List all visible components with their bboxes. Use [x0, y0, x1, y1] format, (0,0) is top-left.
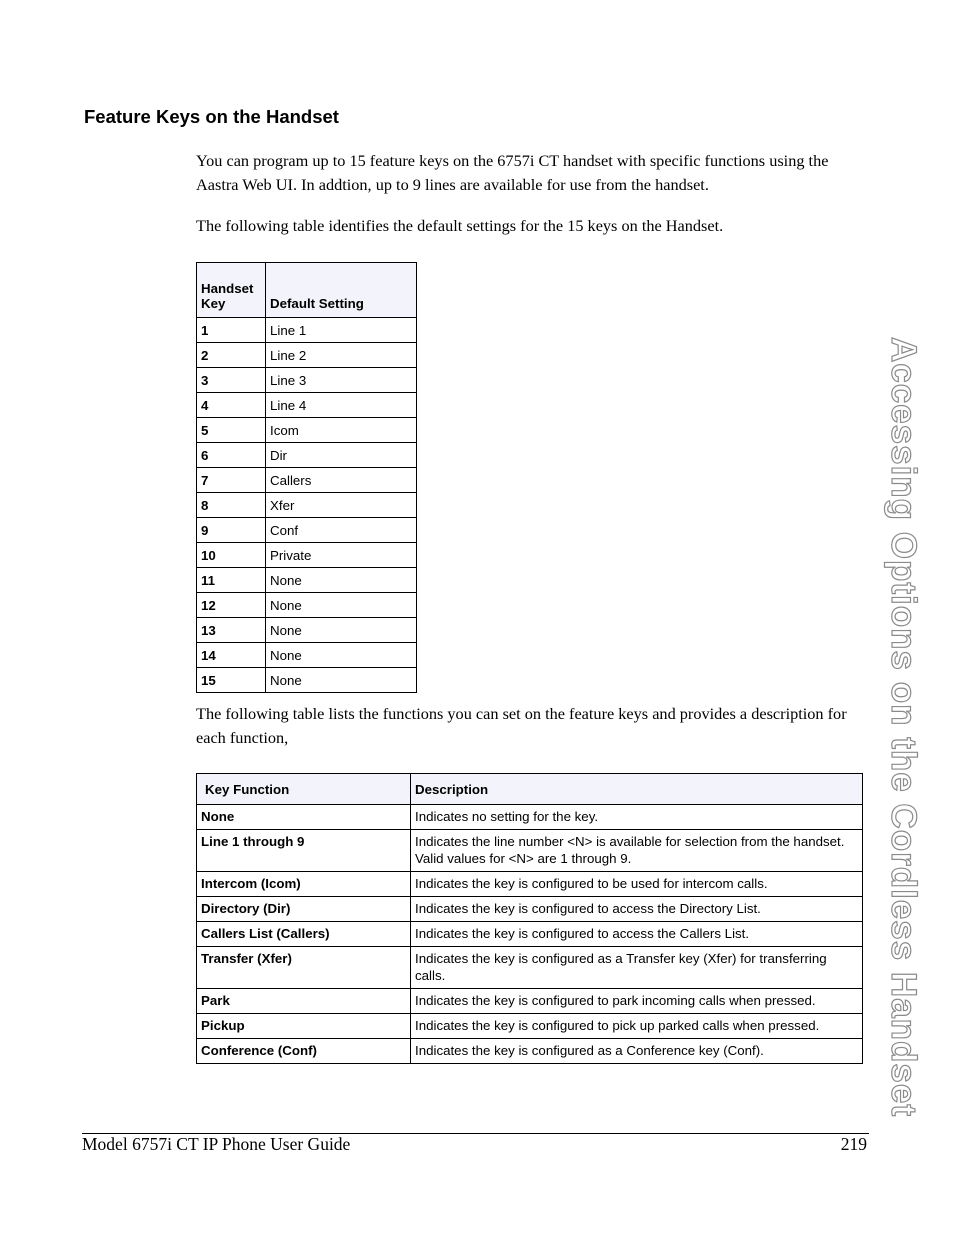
value-cell: Indicates the key is configured to park incoming calls when pressed. [411, 989, 863, 1014]
key-cell: 12 [197, 593, 266, 618]
table-row [197, 947, 863, 989]
handset-key-table-body [197, 318, 417, 693]
key-cell: Pickup [197, 1014, 411, 1039]
column-header-description: Description [411, 774, 863, 805]
key-cell: 9 [197, 518, 266, 543]
value-cell: Line 4 [266, 393, 417, 418]
table-row [197, 1039, 863, 1064]
table-row [197, 443, 417, 468]
key-cell: 3 [197, 368, 266, 393]
table-row [197, 872, 863, 897]
table-row [197, 568, 417, 593]
table-row [197, 805, 863, 830]
value-cell: Private [266, 543, 417, 568]
value-cell: Indicates the key is configured to access the Callers List. [411, 922, 863, 947]
table1-intro-paragraph: The following table identifies the default settings for the 15 keys on the Handset. [196, 216, 724, 235]
key-cell: None [197, 805, 411, 830]
value-cell: Line 1 [266, 318, 417, 343]
key-cell: Directory (Dir) [197, 897, 411, 922]
value-cell: None [266, 593, 417, 618]
key-cell: Park [197, 989, 411, 1014]
table-row [197, 593, 417, 618]
column-header-handset-key: Handset Key [197, 263, 266, 318]
key-cell: 2 [197, 343, 266, 368]
value-cell: None [266, 643, 417, 668]
value-cell: Conf [266, 518, 417, 543]
table-row [197, 468, 417, 493]
column-header-default-setting: Default Setting [266, 263, 417, 318]
key-cell: 15 [197, 668, 266, 693]
table-row [197, 418, 417, 443]
table-row [197, 830, 863, 872]
column-header-key-function: Key Function [197, 774, 411, 805]
table2-intro-paragraph: The following table lists the functions you can set on the feature keys and provides a description for each function, [196, 704, 847, 747]
chapter-side-title: Accessing Options on the Cordless Handset [884, 336, 923, 1118]
value-cell: Indicates no setting for the key. [411, 805, 863, 830]
table-row [197, 989, 863, 1014]
footer-page-number: 219 [840, 1134, 867, 1154]
key-cell: 13 [197, 618, 266, 643]
key-cell: 1 [197, 318, 266, 343]
key-cell: 8 [197, 493, 266, 518]
table-row [197, 343, 417, 368]
value-cell: None [266, 668, 417, 693]
handset-key-table [196, 262, 417, 693]
value-cell: None [266, 618, 417, 643]
table-row [197, 922, 863, 947]
table-row [197, 543, 417, 568]
key-cell: 10 [197, 543, 266, 568]
key-cell: 6 [197, 443, 266, 468]
key-cell: 11 [197, 568, 266, 593]
key-cell: 5 [197, 418, 266, 443]
key-cell: 7 [197, 468, 266, 493]
key-cell: Callers List (Callers) [197, 922, 411, 947]
value-cell: Callers [266, 468, 417, 493]
table-row [197, 518, 417, 543]
value-cell: Icom [266, 418, 417, 443]
value-cell: None [266, 568, 417, 593]
table-row [197, 897, 863, 922]
value-cell: Indicates the key is configured to pick up parked calls when pressed. [411, 1014, 863, 1039]
key-cell: 14 [197, 643, 266, 668]
value-cell: Dir [266, 443, 417, 468]
value-cell: Indicates the key is configured as a Transfer key (Xfer) for transferring calls. [411, 947, 863, 989]
value-cell: Line 3 [266, 368, 417, 393]
footer-guide-title: Model 6757i CT IP Phone User Guide [82, 1134, 351, 1154]
value-cell: Indicates the key is configured to access the Directory List. [411, 897, 863, 922]
table-row [197, 643, 417, 668]
table-row [197, 393, 417, 418]
value-cell: Indicates the key is configured to be used for intercom calls. [411, 872, 863, 897]
key-cell: 4 [197, 393, 266, 418]
key-cell: Conference (Conf) [197, 1039, 411, 1064]
table-row [197, 668, 417, 693]
key-cell: Line 1 through 9 [197, 830, 411, 872]
section-title: Feature Keys on the Handset [84, 106, 339, 127]
key-cell: Intercom (Icom) [197, 872, 411, 897]
value-cell: Line 2 [266, 343, 417, 368]
table-row [197, 368, 417, 393]
intro-paragraph: You can program up to 15 feature keys on the 6757i CT handset with specific functions using the Aastra Web UI. In addtion, up to 9 lines are available for use from the handset. [196, 151, 829, 194]
value-cell: Indicates the line number <N> is available for selection from the handset. Valid values for <N> are 1 through 9. [411, 830, 863, 872]
key-cell: Transfer (Xfer) [197, 947, 411, 989]
table-row [197, 493, 417, 518]
table-row [197, 1014, 863, 1039]
key-function-table-body [197, 805, 863, 1064]
value-cell: Indicates the key is configured as a Conference key (Conf). [411, 1039, 863, 1064]
key-function-table [196, 773, 863, 1064]
table-row [197, 618, 417, 643]
table-row [197, 318, 417, 343]
value-cell: Xfer [266, 493, 417, 518]
